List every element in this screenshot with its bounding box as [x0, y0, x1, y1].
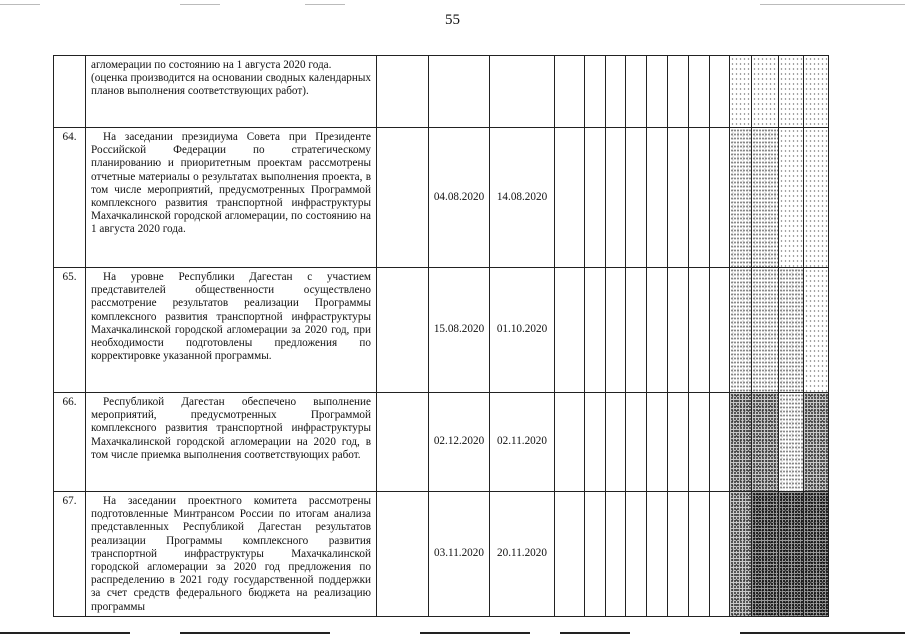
row-number: 64. [54, 128, 86, 268]
top-rule [305, 4, 345, 5]
end-date [490, 56, 555, 128]
cell-empty [377, 128, 429, 268]
table-row [54, 56, 829, 128]
start-date: 04.08.2020 [429, 128, 490, 268]
start-date [429, 56, 490, 128]
end-date: 02.11.2020 [490, 393, 555, 492]
start-date: 03.11.2020 [429, 492, 490, 617]
table-row [54, 268, 829, 393]
end-date: 20.11.2020 [490, 492, 555, 617]
end-date: 01.10.2020 [490, 268, 555, 393]
row-description: На заседании проектного комитета рассмотрены подготовленные Минтрансом России по итогам анализа представленных Республикой Дагестан результатов реализации Программы комплексного развития транспортной инфраструктуры Махачкалинской городской агломерации за 2020 год предложения по распределению в 2021 году государственной поддержки за счет средств федерального бюджета на реализацию программы [86, 492, 377, 617]
row-number: 65. [54, 268, 86, 393]
bottom-rule [560, 632, 630, 634]
shaded-cell [804, 128, 829, 268]
row-description: агломерации по состоянию на 1 августа 2020 года. (оценка производится на основании сводных календарных планов выполнения соответствующих работ). [86, 56, 377, 128]
shaded-cell [730, 128, 752, 268]
end-date: 14.08.2020 [490, 128, 555, 268]
shaded-cell [752, 268, 779, 393]
shaded-cell [804, 393, 829, 492]
shaded-cell [730, 492, 752, 617]
shaded-cell [752, 128, 779, 268]
shaded-cell [779, 492, 804, 617]
row-number [54, 56, 86, 128]
row-number: 66. [54, 393, 86, 492]
shaded-cell [779, 128, 804, 268]
shaded-cell [804, 492, 829, 617]
shaded-cell [730, 268, 752, 393]
shaded-cell [752, 393, 779, 492]
cell-empty [377, 393, 429, 492]
shaded-cell [779, 393, 804, 492]
row-description: На заседании президиума Совета при Президенте Российской Федерации по стратегическому планированию и приоритетным проектам рассмотрены отчетные материалы о результатах выполнения проекта, в том числе мероприятий, предусмотренных Программой комплексного развития транспортной инфраструктуры Махачкалинской городской агломерации, по состоянию на 1 августа 2020 года. [86, 128, 377, 268]
schedule-table [53, 55, 829, 617]
top-rule [0, 4, 40, 5]
cell-empty [377, 56, 429, 128]
table-row [54, 492, 829, 617]
table-row [54, 393, 829, 492]
start-date: 02.12.2020 [429, 393, 490, 492]
shaded-cell [730, 393, 752, 492]
bottom-rule [180, 632, 330, 634]
shaded-cell [804, 268, 829, 393]
row-description: Республикой Дагестан обеспечено выполнение мероприятий, предусмотренных Программой комплексного развития транспортной инфраструктуры Махачкалинской городской агломерации на 2020 год, в том числе приемка выполнения соответствующих работ. [86, 393, 377, 492]
table-row [54, 128, 829, 268]
row-number: 67. [54, 492, 86, 617]
shaded-cell [752, 492, 779, 617]
shaded-cell [804, 56, 829, 128]
shaded-cell [752, 56, 779, 128]
top-rule [760, 4, 905, 5]
bottom-rule [740, 632, 905, 634]
bottom-rule [0, 632, 130, 634]
start-date: 15.08.2020 [429, 268, 490, 393]
bottom-rule [420, 632, 530, 634]
shaded-cell [779, 56, 804, 128]
page-number: 55 [445, 12, 460, 28]
shaded-cell [730, 56, 752, 128]
cell-empty [377, 492, 429, 617]
cell-empty [377, 268, 429, 393]
top-rule [180, 4, 220, 5]
row-description: На уровне Республики Дагестан с участием представителей общественности осуществлено рассмотрение результатов реализации Программы комплексного развития транспортной инфраструктуры Махачкалинской городской агломерации за 2020 год, при необходимости подготовлены предложения по корректировке указанной программы. [86, 268, 377, 393]
shaded-cell [779, 268, 804, 393]
